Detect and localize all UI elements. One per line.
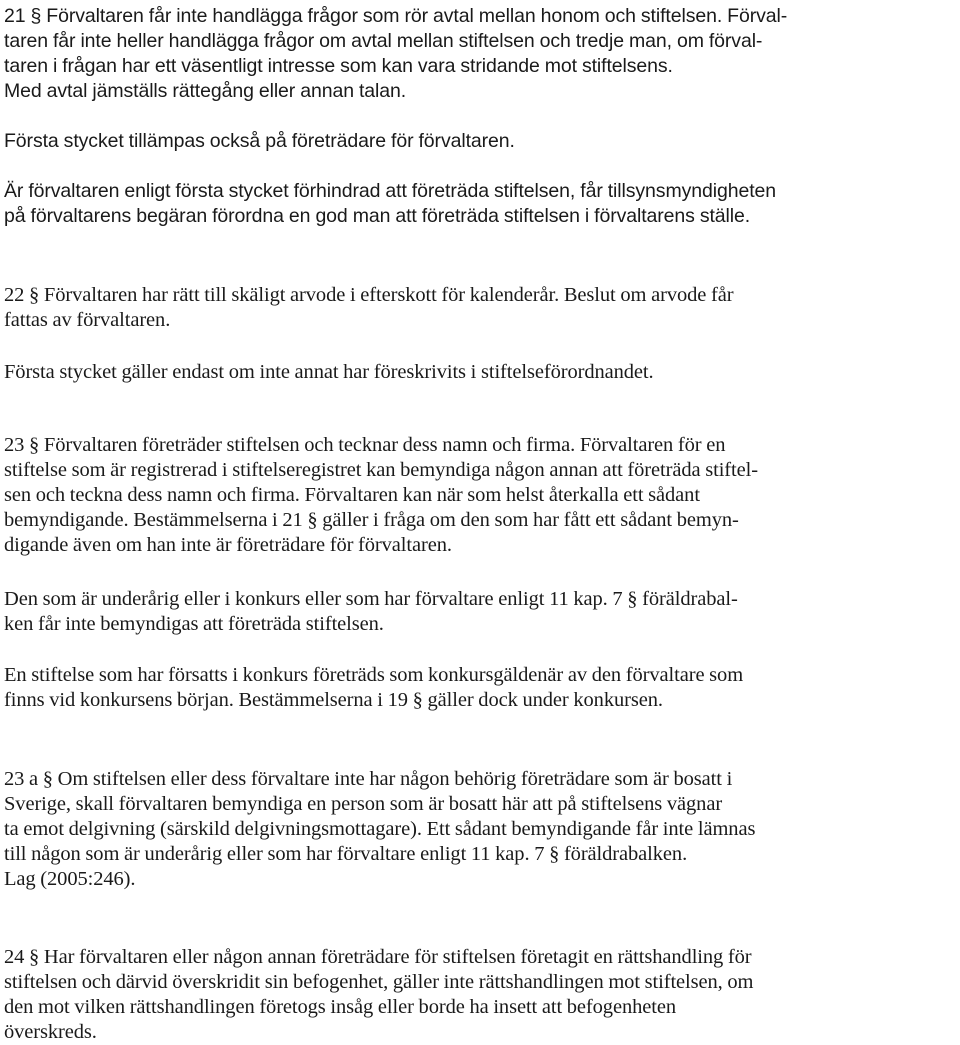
text-line: digande även om han inte är företrädare för förvaltaren. [4,534,452,556]
paragraph-section-23-first [4,433,758,558]
text-line: sen och teckna dess namn och firma. Förvaltaren kan när som helst återkalla ett sådant [4,484,700,506]
text-line: 23 a § Om stiftelsen eller dess förvaltare inte har någon behörig företrädare som är bosatt i [4,768,733,790]
text-line: på förvaltarens begäran förordna en god man att företräda stiftelsen i förvaltarens ställe. [4,205,751,227]
text-line: Första stycket gäller endast om inte annat har föreskrivits i stiftelseförordnandet. [4,361,654,383]
text-line: till någon som är underårig eller som har förvaltare enligt 11 kap. 7 § föräldrabalken. [4,843,688,865]
paragraph-section-21-third [4,179,776,229]
text-line: Första stycket tillämpas också på företrädare för förvaltaren. [4,130,515,152]
text-line: stiftelsen och därvid överskridit sin befogenhet, gäller inte rättshandlingen mot stiftelsen, om [4,971,754,993]
text-line: 23 § Förvaltaren företräder stiftelsen och tecknar dess namn och firma. Förvaltaren för en [4,434,726,456]
text-line: Med avtal jämställs rättegång eller annan talan. [4,80,407,102]
text-line: den mot vilken rättshandlingen företogs insåg eller borde ha insett att befogenheten [4,996,676,1018]
text-line: 21 § Förvaltaren får inte handlägga frågor som rör avtal mellan honom och stiftelsen. Förval- [4,5,788,27]
text-line: Den som är underårig eller i konkurs eller som har förvaltare enligt 11 kap. 7 § föräldrabal- [4,588,738,610]
text-line: Lag (2005:246). [4,868,136,890]
text-line: 24 § Har förvaltaren eller någon annan företrädare för stiftelsen företagit en rättshandling för [4,946,752,968]
paragraph-section-21-second [4,129,515,154]
text-line: ta emot delgivning (särskild delgivningsmottagare). Ett sådant bemyndigande får inte lämnas [4,818,756,840]
text-line: överskreds. [4,1021,97,1043]
paragraph-section-23-third [4,663,743,713]
paragraph-section-22-second [4,360,654,385]
text-line: ken får inte bemyndigas att företräda stiftelsen. [4,613,384,635]
paragraph-section-22-first [4,283,733,333]
paragraph-section-23-second [4,587,738,637]
text-line: finns vid konkursens början. Bestämmelserna i 19 § gäller dock under konkursen. [4,689,663,711]
paragraph-section-23a [4,767,755,892]
text-line: stiftelse som är registrerad i stiftelseregistret kan bemyndiga någon annan att företräda stiftel- [4,459,758,481]
paragraph-section-21-first [4,4,787,104]
text-line: 22 § Förvaltaren har rätt till skäligt arvode i efterskott för kalenderår. Beslut om arvode får [4,284,734,306]
text-line: bemyndigande. Bestämmelserna i 21 § gäller i fråga om den som har fått ett sådant bemyn- [4,509,739,531]
text-line: fattas av förvaltaren. [4,309,171,331]
text-line: taren får inte heller handlägga frågor om avtal mellan stiftelsen och tredje man, om förval- [4,30,763,52]
text-line: taren i frågan har ett väsentligt intresse som kan vara stridande mot stiftelsens. [4,55,673,77]
text-line: En stiftelse som har försatts i konkurs företräds som konkursgäldenär av den förvaltare som [4,664,744,686]
text-line: Sverige, skall förvaltaren bemyndiga en person som är bosatt här att på stiftelsens vägnar [4,793,723,815]
text-line: Är förvaltaren enligt första stycket förhindrad att företräda stiftelsen, får tillsynsmyndigheten [4,180,777,202]
paragraph-section-24 [4,945,753,1045]
